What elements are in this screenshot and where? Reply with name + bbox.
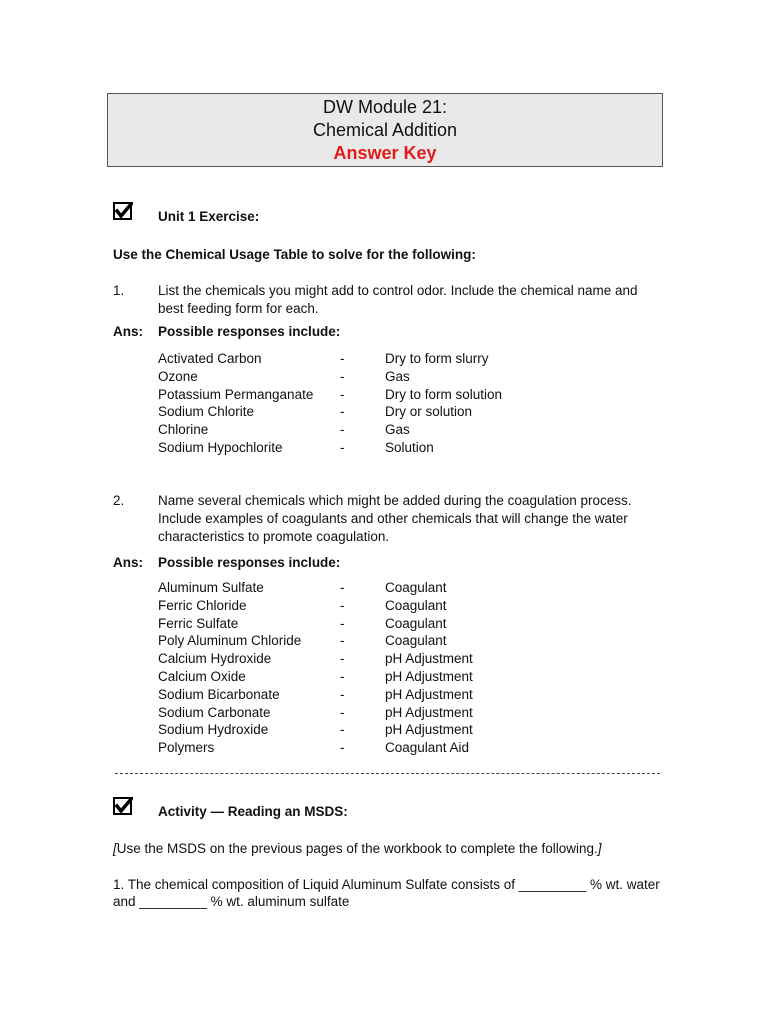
activity-q1-line1: 1. The chemical composition of Liquid Aluminum Sulfate consists of _________ % wt. water <box>113 877 660 892</box>
checkbox-checked-icon <box>113 202 133 220</box>
list-dash: - <box>340 422 345 438</box>
list-item-form: Dry to form slurry <box>385 351 489 366</box>
list-item: Polymers <box>158 740 215 756</box>
q1-text: List the chemicals you might add to control odor. Include the chemical name and best feeding form for each. <box>158 283 638 316</box>
list-item-form: Solution <box>385 439 434 455</box>
unit1-instruction: Use the Chemical Usage Table to solve for the following: <box>113 247 476 262</box>
list-item-role: pH Adjustment <box>385 651 473 667</box>
q2-roles <box>385 579 473 757</box>
list-item-role: Coagulant <box>385 597 447 613</box>
list-item: Poly Aluminum Chloride <box>158 633 302 649</box>
activity-instruction-text: Use the MSDS on the previous pages of the workbook to complete the following. <box>116 841 598 856</box>
q2-ans-intro: Possible responses include: <box>158 555 341 570</box>
list-item-role: pH Adjustment <box>385 704 473 720</box>
title-box <box>107 93 663 167</box>
list-item-form: Dry or solution <box>385 404 473 420</box>
list-dash: - <box>340 668 345 684</box>
list-item-role: Coagulant <box>385 633 447 649</box>
list-item-role: pH Adjustment <box>385 722 473 738</box>
list-item-role: Coagulant <box>385 615 447 631</box>
checkbox-checked-icon <box>113 797 133 815</box>
list-dash: - <box>340 651 345 667</box>
q2-dashes <box>340 579 345 757</box>
q1-number: 1. <box>113 283 125 298</box>
list-dash: - <box>340 633 345 649</box>
list-dash: - <box>340 580 345 595</box>
list-dash: - <box>340 740 345 756</box>
list-dash: - <box>340 439 345 455</box>
q2-chemical-names <box>158 579 301 757</box>
list-item: Calcium Hydroxide <box>158 651 272 667</box>
bracket-close: ] <box>597 841 602 856</box>
list-item: Potassium Permanganate <box>158 386 314 402</box>
module-subtitle: Chemical Addition <box>312 120 458 140</box>
q1-dashes <box>340 350 345 457</box>
list-item: Chlorine <box>158 422 209 438</box>
list-dash: - <box>340 615 345 631</box>
list-dash: - <box>340 704 345 720</box>
list-dash: - <box>340 368 345 384</box>
list-item-form: Dry to form solution <box>385 386 503 402</box>
q2-number: 2. <box>113 493 125 508</box>
list-dash: - <box>340 351 345 366</box>
answer-key-label: Answer Key <box>333 143 437 163</box>
list-item: Sodium Hypochlorite <box>158 439 283 455</box>
q1-feeding-forms <box>385 350 502 457</box>
module-title: DW Module 21: <box>322 97 448 117</box>
list-item-role: pH Adjustment <box>385 668 473 684</box>
list-item-form: Gas <box>385 422 410 438</box>
list-item: Ferric Sulfate <box>158 615 239 631</box>
list-item: Sodium Carbonate <box>158 704 271 720</box>
q2-text: Name several chemicals which might be added during the coagulation process. Include examples of coagulants and other chemicals that will change the water characteristics to promote coagulation. <box>158 493 632 544</box>
list-item: Aluminum Sulfate <box>158 580 264 595</box>
list-dash: - <box>340 386 345 402</box>
activity-q1-line2: and _________ % wt. aluminum sulfate <box>113 894 350 909</box>
list-dash: - <box>340 722 345 738</box>
list-item-role: Coagulant <box>385 580 447 595</box>
section-divider <box>115 773 660 774</box>
q2-ans-label: Ans: <box>113 555 143 570</box>
list-item: Ozone <box>158 368 198 384</box>
list-dash: - <box>340 597 345 613</box>
q1-ans-intro: Possible responses include: <box>158 324 341 339</box>
activity-heading: Activity — Reading an MSDS: <box>158 804 348 819</box>
q1-chemical-names <box>158 350 313 457</box>
list-item-form: Gas <box>385 368 410 384</box>
list-item: Activated Carbon <box>158 351 262 366</box>
bracket-open: [ <box>113 841 117 856</box>
list-item: Sodium Chlorite <box>158 404 255 420</box>
list-dash: - <box>340 686 345 702</box>
list-dash: - <box>340 404 345 420</box>
unit1-heading: Unit 1 Exercise: <box>158 209 260 224</box>
list-item: Sodium Hydroxide <box>158 722 269 738</box>
list-item: Calcium Oxide <box>158 668 246 684</box>
list-item-role: pH Adjustment <box>385 686 473 702</box>
q1-ans-label: Ans: <box>113 324 143 339</box>
list-item-role: Coagulant Aid <box>385 740 470 756</box>
activity-instruction <box>113 840 602 858</box>
list-item: Ferric Chloride <box>158 597 247 613</box>
list-item: Sodium Bicarbonate <box>158 686 280 702</box>
